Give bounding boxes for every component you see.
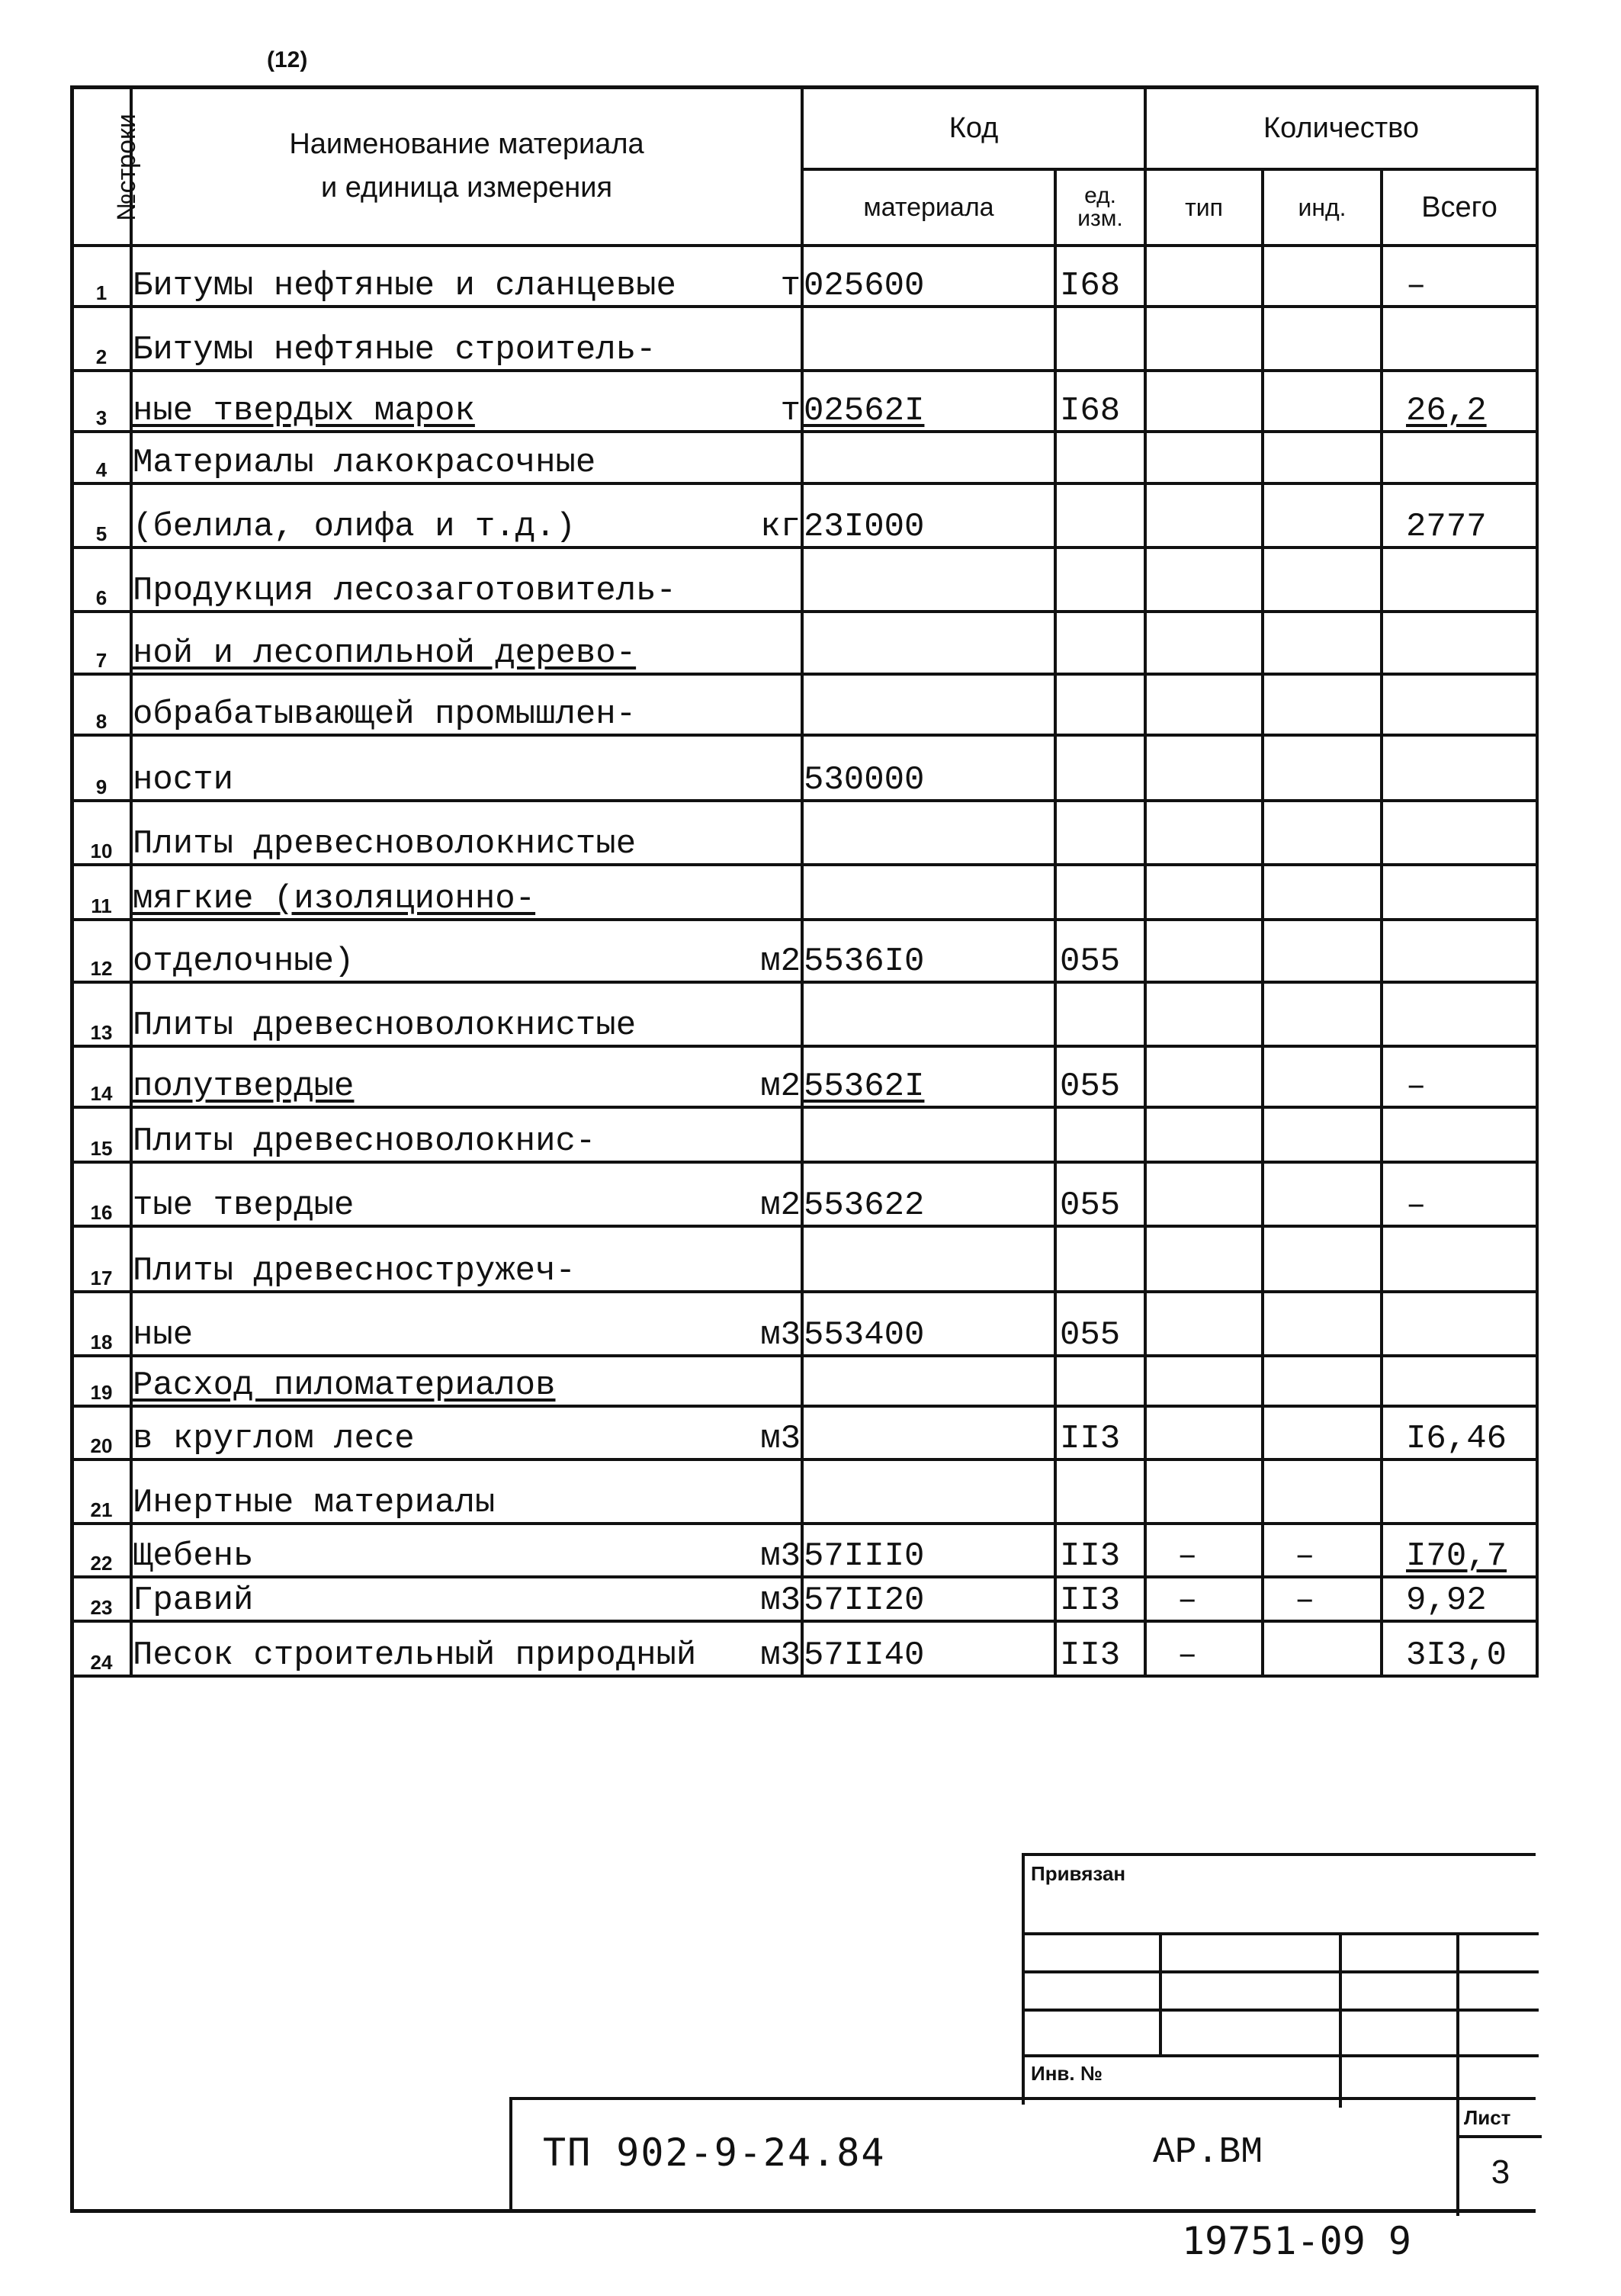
row-number: 17 [72,1226,131,1292]
unit-code [1055,801,1145,865]
material-name: Гравий [133,1582,254,1620]
qty-type [1145,674,1263,735]
table-row [72,1046,1537,1107]
qty-type: – [1145,1524,1263,1577]
row-number: 24 [72,1621,131,1676]
material-name: Продукция лесозаготовитель- [133,572,676,610]
material-code: 553622 [802,1162,1055,1226]
row-number: 20 [72,1406,131,1459]
material-name: Песок строительный природный [133,1636,697,1675]
unit-code [1055,865,1145,920]
qty-type [1145,1292,1263,1356]
unit-code [1055,1226,1145,1292]
material-name-cell [131,483,802,548]
qty-ind [1263,1356,1382,1406]
material-code: 57III0 [802,1524,1055,1577]
material-name-cell [131,801,802,865]
material-name: Плиты древесноволокнистые [133,825,637,863]
unit-code: 055 [1055,920,1145,982]
row-number: 14 [72,1046,131,1107]
qty-ind [1263,1292,1382,1356]
unit-code: II3 [1055,1524,1145,1577]
table-row [72,432,1537,483]
table-row [72,548,1537,612]
qty-type [1145,612,1263,674]
qty-total: 3I3,0 [1382,1621,1537,1676]
material-name-cell [131,246,802,307]
qty-type [1145,920,1263,982]
qty-type [1145,1459,1263,1524]
qty-type [1145,246,1263,307]
qty-total [1382,432,1537,483]
qty-ind [1263,432,1382,483]
qty-type [1145,801,1263,865]
qty-ind [1263,801,1382,865]
table-row [72,1107,1537,1162]
qty-type [1145,1107,1263,1162]
row-number: 23 [72,1577,131,1621]
material-name-cell [131,674,802,735]
row-number: 18 [72,1292,131,1356]
stamp-line-2 [1025,1970,1539,1973]
section-code: АР.ВМ [1153,2132,1263,2173]
quantity-group-header: Количество [1145,87,1537,169]
qty-total: 9,92 [1382,1577,1537,1621]
material-code: 23I000 [802,483,1055,548]
sheet-box [1456,2100,1542,2216]
row-number: 1 [72,246,131,307]
unit-code: II3 [1055,1621,1145,1676]
material-code [802,1459,1055,1524]
material-name-cell [131,1621,802,1676]
material-name-cell [131,1577,802,1621]
qty-total [1382,1107,1537,1162]
table-row [72,1162,1537,1226]
row-number: 3 [72,371,131,432]
top-mark: (12) [267,47,308,72]
qty-ind [1263,246,1382,307]
material-code [802,865,1055,920]
unit-code: I68 [1055,371,1145,432]
row-number: 4 [72,432,131,483]
table-row [72,982,1537,1046]
material-name: полутвердые [133,1068,355,1106]
qty-type-header: тип [1145,169,1263,246]
material-name: Плиты древесноволокнис- [133,1122,596,1161]
material-name-cell [131,1292,802,1356]
material-code [802,1226,1055,1292]
row-number: 9 [72,735,131,801]
qty-type [1145,1226,1263,1292]
material-name-cell [131,307,802,371]
material-name: Расход пиломатериалов [133,1366,556,1405]
qty-ind [1263,612,1382,674]
unit-code: 055 [1055,1162,1145,1226]
material-name: отделочные) [133,942,355,981]
qty-ind [1263,1162,1382,1226]
qty-type [1145,307,1263,371]
material-code [802,1356,1055,1406]
material-name: Инертные материалы [133,1484,496,1522]
material-unit: кг [760,508,801,546]
qty-total [1382,982,1537,1046]
sheet-divider [1459,2135,1542,2138]
material-name: Плиты древесноволокнистые [133,1007,637,1045]
material-name-cell [131,1406,802,1459]
unit-header-line2: изм. [1077,206,1123,231]
stamp-vline-2 [1339,1932,1342,2108]
qty-total [1382,612,1537,674]
unit-code [1055,735,1145,801]
qty-ind [1263,1107,1382,1162]
material-name: ные твердых марок [133,392,475,430]
name-header-line2: и единица измерения [320,172,613,204]
qty-type: – [1145,1621,1263,1676]
material-name: Материалы лакокрасочные [133,444,596,482]
name-header-line1: Наименование материала [289,128,644,160]
row-number-header: №строки [72,87,131,246]
stamp-line-4 [1025,2054,1539,2057]
qty-total [1382,307,1537,371]
material-unit: м3 [760,1420,801,1458]
qty-type [1145,548,1263,612]
row-number: 7 [72,612,131,674]
material-unit: м2 [760,942,801,981]
material-name-cell [131,548,802,612]
qty-type [1145,1356,1263,1406]
table-row [72,1524,1537,1577]
table-row [72,371,1537,432]
qty-ind [1263,735,1382,801]
material-code [802,1107,1055,1162]
row-number: 2 [72,307,131,371]
unit-header [1055,169,1145,246]
material-code: 57II20 [802,1577,1055,1621]
binding-stamp [1022,1853,1536,2105]
material-name-cell [131,612,802,674]
privyazan-label: Привязан [1031,1862,1126,1885]
qty-ind [1263,982,1382,1046]
unit-code [1055,1356,1145,1406]
qty-type [1145,865,1263,920]
table-row [72,1459,1537,1524]
material-name: (белила, олифа и т.д.) [133,508,576,546]
qty-ind [1263,1406,1382,1459]
material-unit: м3 [760,1537,801,1575]
qty-total [1382,1459,1537,1524]
material-name: обрабатывающей промышлен- [133,695,637,734]
qty-total [1382,1226,1537,1292]
qty-type [1145,1406,1263,1459]
row-number: 5 [72,483,131,548]
material-code: 025600 [802,246,1055,307]
title-block [509,2097,1536,2213]
material-name-cell [131,1046,802,1107]
qty-total: – [1382,1046,1537,1107]
table-row [72,246,1537,307]
material-code [802,612,1055,674]
stamp-line-1 [1025,1932,1539,1935]
qty-total: – [1382,246,1537,307]
material-code [802,1406,1055,1459]
unit-code [1055,1107,1145,1162]
qty-total: – [1382,1162,1537,1226]
material-name-cell [131,982,802,1046]
table-row [72,865,1537,920]
code-group-header: Код [802,87,1145,169]
qty-ind [1263,1459,1382,1524]
code-material-header: материала [802,169,1055,246]
material-name: Плиты древесностружеч- [133,1252,576,1290]
stamp-vline-1 [1159,1932,1162,2054]
qty-total [1382,801,1537,865]
qty-ind [1263,483,1382,548]
qty-total: I6,46 [1382,1406,1537,1459]
table-row [72,1621,1537,1676]
row-number: 19 [72,1356,131,1406]
material-code [802,307,1055,371]
qty-total [1382,548,1537,612]
unit-code [1055,1459,1145,1524]
material-name: ные [133,1316,194,1354]
material-name-cell [131,735,802,801]
material-code: 5536I0 [802,920,1055,982]
qty-total: I70,7 [1382,1524,1537,1577]
material-name-cell [131,371,802,432]
qty-total [1382,920,1537,982]
table-row [72,1406,1537,1459]
row-number: 16 [72,1162,131,1226]
material-name-cell [131,1162,802,1226]
material-name: тые твердые [133,1187,355,1225]
table-row [72,920,1537,982]
unit-code: I68 [1055,246,1145,307]
material-name: ности [133,761,234,799]
table-row [72,307,1537,371]
qty-ind-header: инд. [1263,169,1382,246]
inventory-number-label: Инв. № [1031,2062,1103,2085]
material-code: 55362I [802,1046,1055,1107]
unit-code [1055,612,1145,674]
sheet-label: Лист [1464,2106,1511,2129]
qty-ind [1263,1226,1382,1292]
row-number: 21 [72,1459,131,1524]
qty-ind [1263,1621,1382,1676]
qty-type [1145,1046,1263,1107]
table-row [72,674,1537,735]
row-number: 15 [72,1107,131,1162]
qty-total [1382,865,1537,920]
qty-ind [1263,548,1382,612]
row-number: 8 [72,674,131,735]
material-name-cell [131,1524,802,1577]
header-row-1 [72,87,1537,169]
material-unit: т [780,267,801,305]
stamp-line-3 [1025,2009,1539,2012]
material-name-cell [131,1107,802,1162]
row-number: 11 [72,865,131,920]
table-row [72,483,1537,548]
table-row [72,1577,1537,1621]
row-number: 6 [72,548,131,612]
unit-code [1055,483,1145,548]
row-number: 13 [72,982,131,1046]
unit-code: 055 [1055,1292,1145,1356]
qty-type: – [1145,1577,1263,1621]
qty-total: 2777 [1382,483,1537,548]
unit-code [1055,307,1145,371]
row-number: 10 [72,801,131,865]
table-row [72,1292,1537,1356]
material-unit: м2 [760,1068,801,1106]
qty-type [1145,735,1263,801]
table-row [72,1356,1537,1406]
material-name: ной и лесопильной дерево- [133,634,637,673]
sheet-number: 3 [1491,2153,1510,2191]
unit-code [1055,432,1145,483]
qty-total [1382,735,1537,801]
material-unit: м2 [760,1187,801,1225]
unit-code: II3 [1055,1406,1145,1459]
material-name: мягкие (изоляционно- [133,880,536,918]
material-code [802,674,1055,735]
unit-code: 055 [1055,1046,1145,1107]
material-name: Битумы нефтяные строитель- [133,331,656,369]
qty-total [1382,1292,1537,1356]
qty-type [1145,1162,1263,1226]
stamp-vline-3 [1456,1932,1459,2108]
unit-header-line1: ед. [1084,183,1116,208]
material-name-cell [131,1459,802,1524]
qty-ind [1263,371,1382,432]
material-unit: м3 [760,1582,801,1620]
material-name-cell [131,432,802,483]
footer-number: 19751-09 9 [1182,2219,1412,2263]
qty-ind: – [1263,1524,1382,1577]
qty-ind [1263,865,1382,920]
material-name: в круглом лесе [133,1420,415,1458]
qty-total-header: Всего [1382,169,1537,246]
material-code: 553400 [802,1292,1055,1356]
qty-ind [1263,920,1382,982]
material-code: 57II40 [802,1621,1055,1676]
material-code [802,982,1055,1046]
material-unit: т [780,392,801,430]
qty-type [1145,432,1263,483]
unit-code [1055,674,1145,735]
project-code: ТП 902-9-24.84 [543,2131,886,2175]
unit-code: II3 [1055,1577,1145,1621]
unit-code [1055,982,1145,1046]
table-row [72,801,1537,865]
qty-ind [1263,1046,1382,1107]
table-row [72,612,1537,674]
table-row [72,735,1537,801]
row-number: 22 [72,1524,131,1577]
qty-type [1145,371,1263,432]
materials-table [70,85,1539,1678]
qty-ind [1263,307,1382,371]
qty-total [1382,1356,1537,1406]
material-name: Битумы нефтяные и сланцевые [133,267,676,305]
name-header [131,87,802,246]
qty-total: 26,2 [1382,371,1537,432]
material-code [802,548,1055,612]
material-code: 530000 [802,735,1055,801]
material-code [802,432,1055,483]
unit-code [1055,548,1145,612]
material-name-cell [131,1356,802,1406]
qty-ind: – [1263,1577,1382,1621]
material-code [802,801,1055,865]
material-unit: м3 [760,1316,801,1354]
material-name-cell [131,865,802,920]
material-name: Щебень [133,1537,254,1575]
material-name-cell [131,1226,802,1292]
material-unit: м3 [760,1636,801,1675]
table-row [72,1226,1537,1292]
material-code: 02562I [802,371,1055,432]
qty-total [1382,674,1537,735]
material-name-cell [131,920,802,982]
qty-type [1145,982,1263,1046]
row-number: 12 [72,920,131,982]
qty-ind [1263,674,1382,735]
qty-type [1145,483,1263,548]
